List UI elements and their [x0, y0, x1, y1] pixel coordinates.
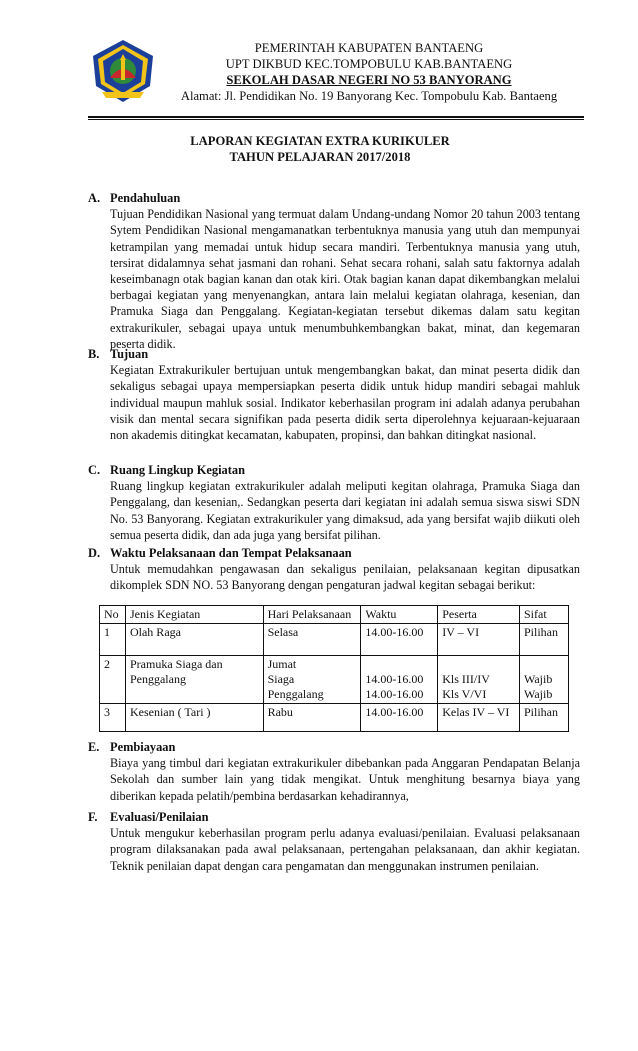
section-heading: B. Tujuan	[88, 347, 149, 361]
table-header-row	[100, 606, 569, 624]
table-row	[100, 624, 569, 656]
table-cell: IV – VI	[438, 624, 520, 656]
section-body: Untuk mengukur keberhasilan program perlu adanya evaluasi/penilaian. Evaluasi pelaksanaan program dilaksanakan pada awal pelaksanaan, pertengahan pelaksanaan, dan akhir kegiatan. Teknik penilaian dapat dengan cara pengamatan dan menggunakan instrumen penilaian.	[110, 826, 580, 873]
letterhead-office: UPT DIKBUD KEC.TOMPOBULU KAB.BANTAENG	[225, 57, 513, 71]
column-header: Peserta	[438, 606, 520, 624]
table-cell: 2	[100, 656, 126, 704]
section-body: Ruang lingkup kegiatan extrakurikuler adalah meliputi kegitan olahraga, Pramuka Siaga dan Penggalang, dan kesenian,. Sedangkan peserta dari kegiatan ini adalah semua siswa siswi SDN No. 53 Banyorang. Kegiatan extrakurikuler yang dimaksud, ada yang bersifat wajib diikuti oleh semua peserta didik, dan ada juga yang bersifat pilihan.	[110, 479, 580, 542]
section-body: Untuk memudahkan pengawasan dan sekaligus penilaian, pelaksanaan kegitan dipusatkan dikomplek SDN NO. 53 Banyorang dengan pengaturan jadwal kegitan sebagai berikut:	[110, 562, 580, 593]
section-heading: E. Pembiayaan	[88, 740, 176, 754]
section-heading: D. Waktu Pelaksanaan dan Tempat Pelaksanaan	[88, 546, 352, 560]
table-cell: Pramuka Siaga dan Penggalang	[125, 656, 263, 704]
table-cell: Selasa	[263, 624, 361, 656]
section-body: Biaya yang timbul dari kegiatan extrakurikuler dibebankan pada Anggaran Pendapatan Belanja Sekolah dan sumber lain yang tidak mengikat. Untuk menghitung besarnya biaya yang diberikan kepada pelatih/pembina berdasarkan kehadirannya,	[110, 756, 580, 803]
letterhead-address: Alamat: Jl. Pendidikan No. 19 Banyorang Kec. Tompobulu Kab. Bantaeng	[180, 89, 558, 103]
section-waktu-pelaksanaan	[88, 545, 580, 594]
table-cell: 14.00-16.00	[361, 624, 438, 656]
table-cell: Jumat Siaga Penggalang	[263, 656, 361, 704]
table-cell: Wajib Wajib	[519, 656, 568, 704]
table-row	[100, 704, 569, 732]
section-pendahuluan	[88, 190, 580, 352]
district-emblem-logo	[90, 38, 156, 104]
letterhead	[160, 40, 578, 104]
table-cell: 3	[100, 704, 126, 732]
section-heading: C. Ruang Lingkup Kegiatan	[88, 463, 245, 477]
document-title	[150, 133, 490, 165]
document-title-main: LAPORAN KEGIATAN EXTRA KURIKULER	[190, 134, 450, 148]
column-header: Sifat	[519, 606, 568, 624]
column-header: Hari Pelaksanaan	[263, 606, 361, 624]
section-heading: F. Evaluasi/Penilaian	[88, 810, 209, 824]
section-tujuan	[88, 346, 580, 443]
letterhead-government: PEMERINTAH KABUPATEN BANTAENG	[254, 41, 484, 55]
column-header: Jenis Kegiatan	[125, 606, 263, 624]
table-cell: Pilihan	[519, 704, 568, 732]
table-cell: Pilihan	[519, 624, 568, 656]
section-body: Tujuan Pendidikan Nasional yang termuat dalam Undang-undang Nomor 20 tahun 2003 tentang Sytem Pendidikan Nasional mengamanatkan terbentuknya manusia yang utuh dan mempunyai ketrampilan yang memadai untuk hidup secara mandiri. Terbentuknya manusia yang utuh, tersirat didalamnya sehat jasmani dan rohani. Sehat secara rohani, salah satu faktornya adalah keseimbanagn otak bagian kanan dan otak kiri. Otak bagian kanan dapat dikembangkan melalui berbagai kegiatan yang menyenangkan, antara lain melalui kegiatan olahraga, kesenian, dan Pramuka Siaga dan Penggalang. Kegiatan-kegiatan tersebut dikemas dalam satu kegitan extrakurikuler, sebagai upaya untuk menumbuhkembangkan bakat, minat, dan kegemaran peserta didik.	[110, 207, 580, 351]
table-cell: Kelas IV – VI	[438, 704, 520, 732]
table-cell: Kls III/IV Kls V/VI	[438, 656, 520, 704]
table-cell: Olah Raga	[125, 624, 263, 656]
document-title-year: TAHUN PELAJARAN 2017/2018	[229, 150, 411, 164]
section-ruang-lingkup	[88, 462, 580, 543]
section-pembiayaan	[88, 739, 580, 804]
letterhead-divider-thin	[88, 119, 584, 120]
section-heading: A. Pendahuluan	[88, 191, 181, 205]
table-cell: 14.00-16.00	[361, 704, 438, 732]
table-cell: Rabu	[263, 704, 361, 732]
column-header: Waktu	[361, 606, 438, 624]
letterhead-school-name: SEKOLAH DASAR NEGERI NO 53 BANYORANG	[226, 73, 512, 87]
table-cell: Kesenian ( Tari )	[125, 704, 263, 732]
table-cell: 14.00-16.00 14.00-16.00	[361, 656, 438, 704]
column-header: No	[100, 606, 126, 624]
schedule-table	[99, 605, 569, 732]
letterhead-divider-thick	[88, 116, 584, 118]
section-evaluasi	[88, 809, 580, 874]
table-row	[100, 656, 569, 704]
table-cell: 1	[100, 624, 126, 656]
section-body: Kegiatan Extrakurikuler bertujuan untuk mengembangkan bakat, dan minat peserta didik dan sekaligus sebagai upaya mempersiapkan peserta didik untuk hidup mandiri sebagai mahluk individual maupun mahluk sosial. Indikator keberhasilan program ini adalah adanya perubahan visik dan mental secara signifikan pada peserta didik serta diperolehnya kejuaraan-kejuaraan non akademis ditingkat kecamatan, kabupaten, propinsi, dan bahkan ditingkat nasional.	[110, 363, 580, 443]
